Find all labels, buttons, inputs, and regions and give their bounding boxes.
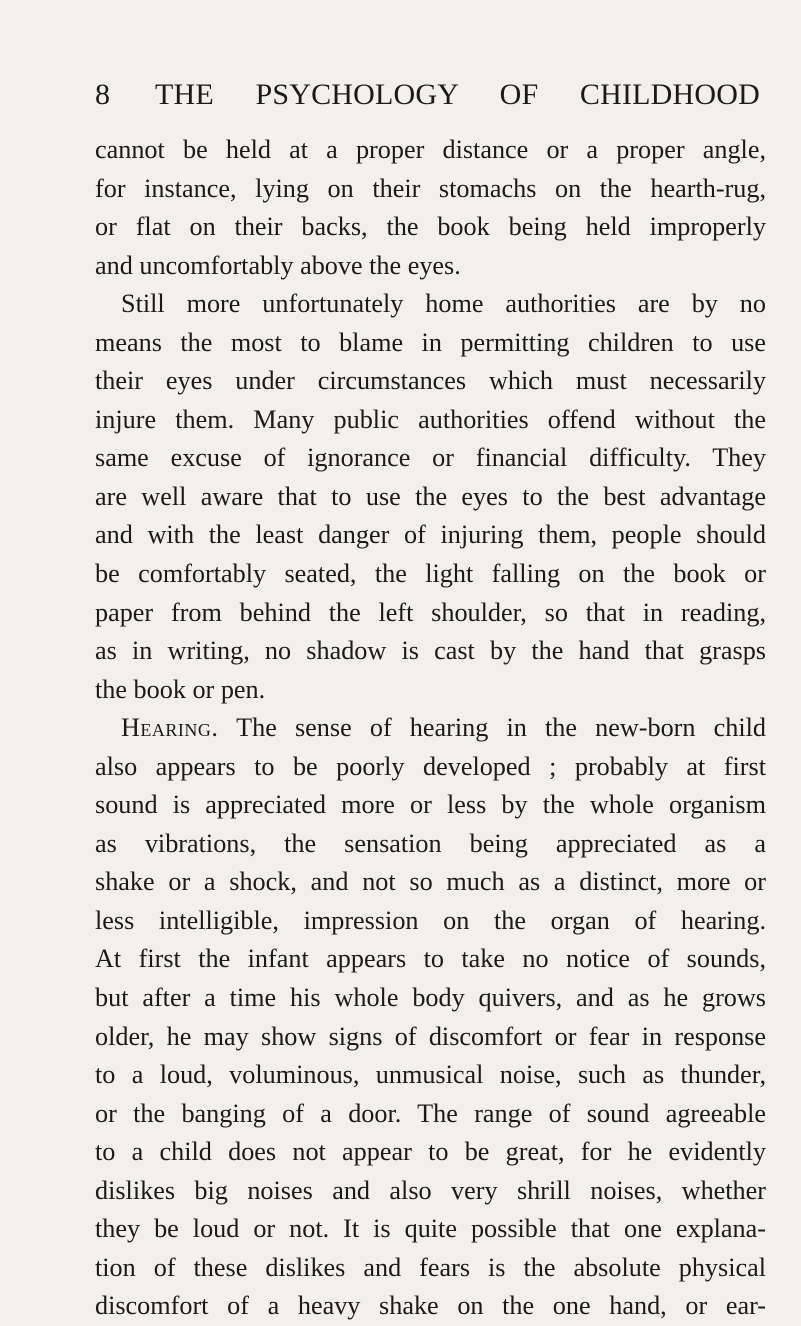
paragraph-first-line (95, 709, 766, 748)
text-line: means the most to blame in permitting children to use (95, 327, 766, 357)
text-line: are well aware that to use the eyes to the best advantage (95, 481, 766, 511)
text-line: but after a time his whole body quivers, and as he grows (95, 983, 766, 1013)
text-line: they be loud or not. It is quite possible that one explana- (95, 1214, 766, 1244)
text-line: tion of these dislikes and fears is the absolute physical (95, 1252, 766, 1282)
text-line: or the banging of a door. The range of sound agreeable (95, 1098, 766, 1128)
text-line: and uncomfortably above the eyes. (95, 250, 461, 280)
page-number: 8 (95, 78, 111, 111)
text-line: as vibrations, the sensation being appreciated as a (95, 828, 766, 858)
text-line: to a child does not appear to be great, for he evidently (95, 1137, 766, 1167)
paragraph-first-line: Still more unfortunately home authorities are by no (121, 289, 766, 319)
text-line: same excuse of ignorance or financial difficulty. They (95, 443, 766, 473)
text-line: less intelligible, impression on the organ of hearing. (95, 905, 766, 935)
text-line: be comfortably seated, the light falling on the book or (95, 559, 766, 589)
running-title: THE PSYCHOLOGY OF CHILDHOOD (155, 78, 760, 111)
text-line: as in writing, no shadow is cast by the hand that grasps (95, 636, 766, 666)
text-line: cannot be held at a proper distance or a proper angle, (95, 135, 766, 164)
text-line: At first the infant appears to take no notice of sounds, (95, 944, 766, 974)
text-line: discomfort of a heavy shake on the one hand, or ear- (95, 1291, 766, 1321)
text-line: their eyes under circumstances which must necessarily (95, 366, 766, 396)
running-head (95, 75, 760, 115)
text-line: sound is appreciated more or less by the whole organism (95, 790, 766, 820)
text-line: dislikes big noises and also very shrill noises, whether (95, 1175, 766, 1205)
text-line: injure them. Many public authorities offend without the (95, 404, 766, 434)
text-line: or flat on their backs, the book being held improperly (95, 212, 766, 242)
text-line: paper from behind the left shoulder, so that in reading, (95, 597, 766, 627)
text-line: for instance, lying on their stomachs on the hearth-rug, (95, 173, 766, 203)
body-text (95, 131, 766, 1326)
text-line: older, he may show signs of discomfort or fear in response (95, 1021, 766, 1051)
text-fragment: The sense of hearing in the new-born child (218, 713, 766, 743)
text-line: to a loud, voluminous, unmusical noise, such as thunder, (95, 1060, 766, 1090)
text-line: also appears to be poorly developed ; probably at first (95, 751, 766, 781)
text-line: the book or pen. (95, 674, 266, 704)
section-heading: Hearing. (121, 713, 219, 743)
text-line: shake or a shock, and not so much as a distinct, more or (95, 867, 766, 897)
text-line: and with the least danger of injuring them, people should (95, 520, 766, 550)
